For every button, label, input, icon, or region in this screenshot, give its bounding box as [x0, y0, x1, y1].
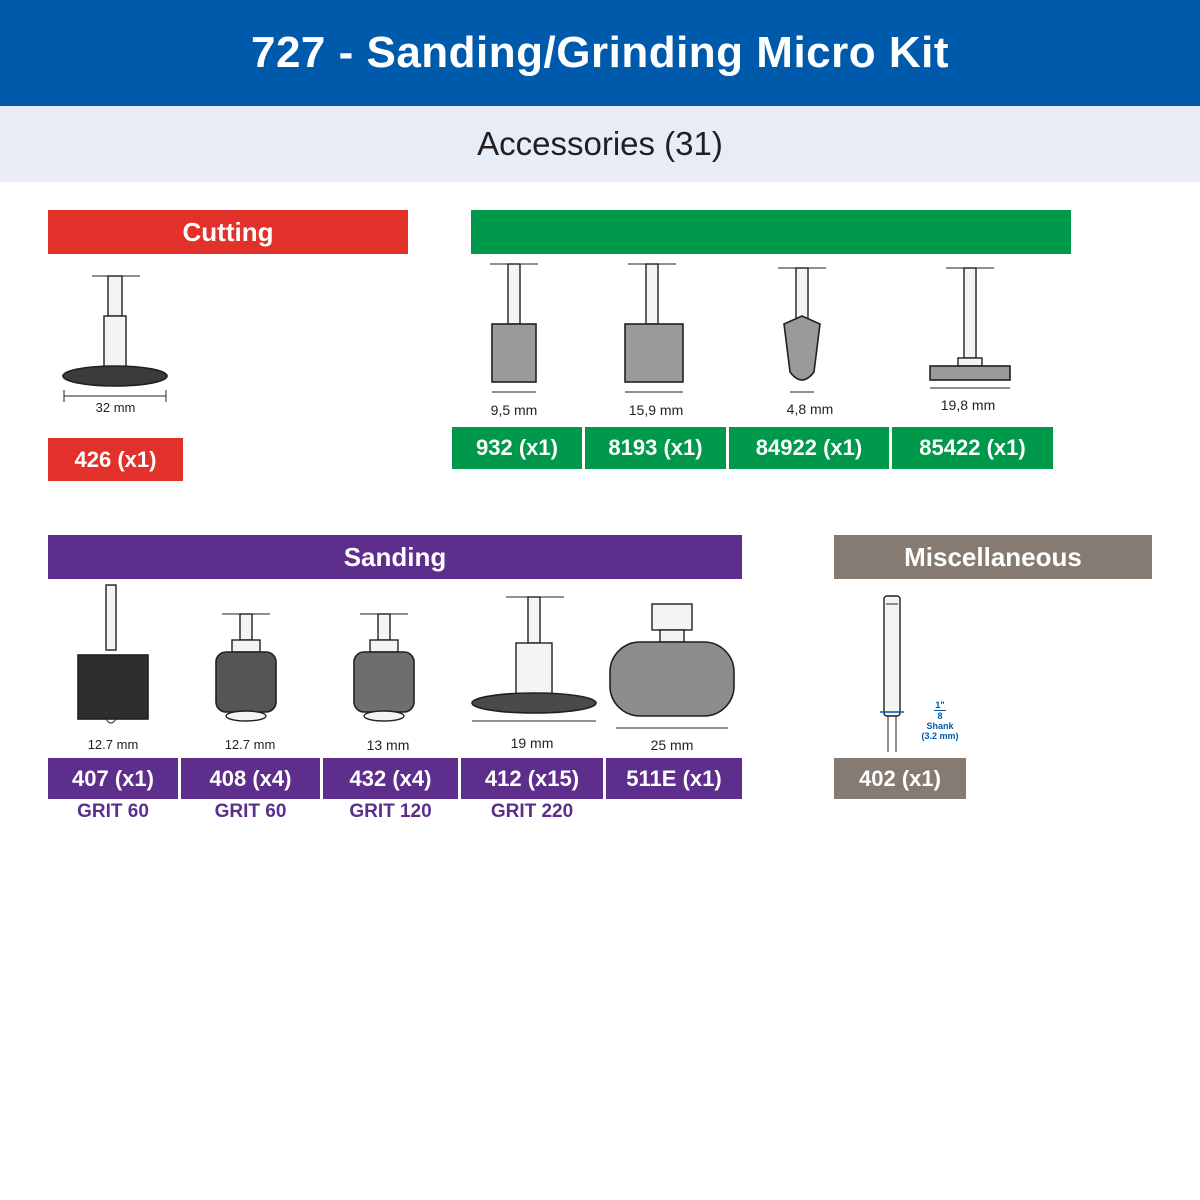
cylinder-stone-icon [480, 262, 560, 402]
sand-size-412: 19 mm [510, 735, 554, 751]
grind-size-8193: 15,9 mm [628, 402, 684, 418]
sanding-header [48, 535, 742, 579]
grind-size-932: 9,5 mm [490, 402, 538, 418]
item-code-85422 [892, 427, 1053, 469]
shank-metric: (3.2 mm) [921, 731, 959, 741]
subtitle-bar [0, 106, 1200, 182]
item-code-84922-label: 84922 (x1) [755, 435, 863, 460]
grit-412: GRIT 220 [490, 801, 574, 822]
grinding-header [471, 210, 1071, 254]
item-code-932 [452, 427, 582, 469]
item-code-408 [181, 758, 320, 799]
item-code-8193-label: 8193 (x1) [608, 435, 703, 460]
item-code-511e [606, 758, 742, 799]
misc-label: Miscellaneous [904, 541, 1082, 572]
cutting-header [48, 210, 408, 254]
item-code-408-label: 408 (x4) [209, 765, 292, 791]
sanding-drum-icon [72, 585, 162, 735]
item-code-432 [323, 758, 458, 799]
cone-stone-icon [770, 262, 850, 402]
misc-header [834, 535, 1152, 579]
item-code-8193 [585, 427, 726, 469]
item-code-426-label: 426 (x1) [74, 446, 157, 472]
grit-407: GRIT 60 [77, 801, 149, 822]
mandrel-icon [878, 594, 908, 754]
item-code-407 [48, 758, 178, 799]
sand-size-407: 12.7 mm [87, 737, 139, 752]
accessories-count: Accessories (31) [477, 125, 723, 162]
grind-size-85422: 19,8 mm [940, 397, 996, 413]
item-code-426 [48, 438, 183, 481]
cutting-wheel-icon [48, 270, 188, 420]
sanding-band-medium-icon [346, 612, 436, 732]
cutting-label: Cutting [182, 216, 274, 247]
item-code-402 [834, 758, 966, 799]
item-code-432-label: 432 (x4) [349, 765, 432, 791]
page-title: 727 - Sanding/Grinding Micro Kit [250, 28, 950, 77]
item-code-412-label: 412 (x15) [484, 765, 580, 791]
item-code-84922 [729, 427, 889, 469]
cutting-size: 32 mm [95, 400, 136, 415]
disc-stone-icon [922, 262, 1022, 402]
sand-size-511e: 25 mm [650, 737, 694, 753]
item-code-511e-label: 511E (x1) [626, 765, 722, 791]
grit-408: GRIT 60 [214, 801, 287, 822]
sanding-band-coarse-icon [208, 612, 298, 732]
finishing-abrasive-wheel-icon [608, 600, 738, 735]
shank-annotation [920, 700, 960, 741]
title-bar [0, 0, 1200, 106]
square-stone-icon [618, 262, 698, 402]
sand-size-432: 13 mm [366, 737, 410, 753]
shank-fraction-num: 1" [935, 700, 945, 710]
grit-432: GRIT 120 [349, 801, 432, 822]
sanding-label: Sanding [343, 541, 447, 572]
sand-size-408: 12.7 mm [224, 737, 276, 752]
shank-fraction-den: 8 [934, 710, 946, 721]
item-code-85422-label: 85422 (x1) [919, 435, 1026, 460]
item-code-402-label: 402 (x1) [859, 765, 941, 791]
shank-label: Shank [926, 721, 954, 731]
grind-size-84922: 4,8 mm [786, 401, 834, 417]
item-code-932-label: 932 (x1) [476, 435, 558, 460]
item-code-407-label: 407 (x1) [72, 765, 154, 791]
item-code-412 [461, 758, 603, 799]
sanding-disc-icon [470, 595, 600, 735]
